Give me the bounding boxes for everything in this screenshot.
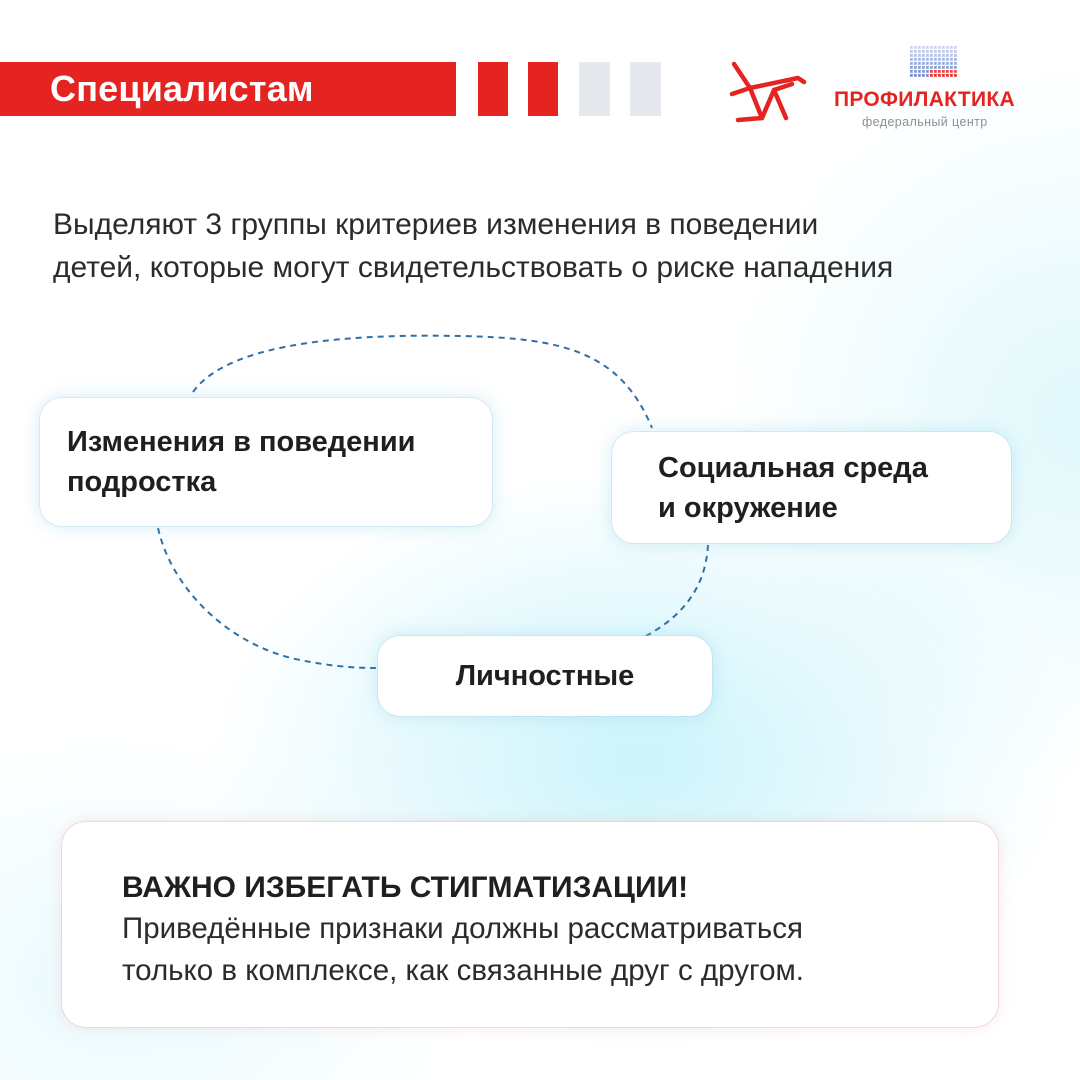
group-card-behavior-line-2: подростка: [67, 466, 217, 498]
intro-line-2: детей, которые могут свидетельствовать о риске нападения: [53, 251, 894, 284]
note-line-2: только в комплексе, как связанные друг с другом.: [122, 954, 804, 987]
note-title: ВАЖНО ИЗБЕГАТЬ СТИГМАТИЗАЦИИ!: [122, 871, 689, 904]
header-title: Специалистам: [50, 68, 314, 109]
group-card-personal: [378, 636, 712, 716]
group-card-social: [612, 432, 1011, 543]
intro-line-1: Выделяют 3 группы критериев изменения в поведении: [53, 208, 819, 241]
group-card-behavior-line-1: Изменения в поведении: [67, 426, 416, 458]
important-note-card: [62, 822, 998, 1027]
group-card-behavior: [40, 398, 492, 526]
group-card-social-label: [658, 448, 928, 528]
group-card-behavior-label: [67, 422, 415, 502]
group-card-social-line-2: и окружение: [658, 491, 838, 524]
brand-subtitle: федеральный центр: [862, 115, 988, 129]
group-card-personal-label: Личностные: [455, 660, 635, 692]
note-line-1: Приведённые признаки должны рассматриваться: [122, 912, 803, 945]
brand-name: ПРОФИЛАКТИКА: [834, 88, 1015, 111]
group-card-social-line-1: Социальная среда: [658, 451, 928, 484]
